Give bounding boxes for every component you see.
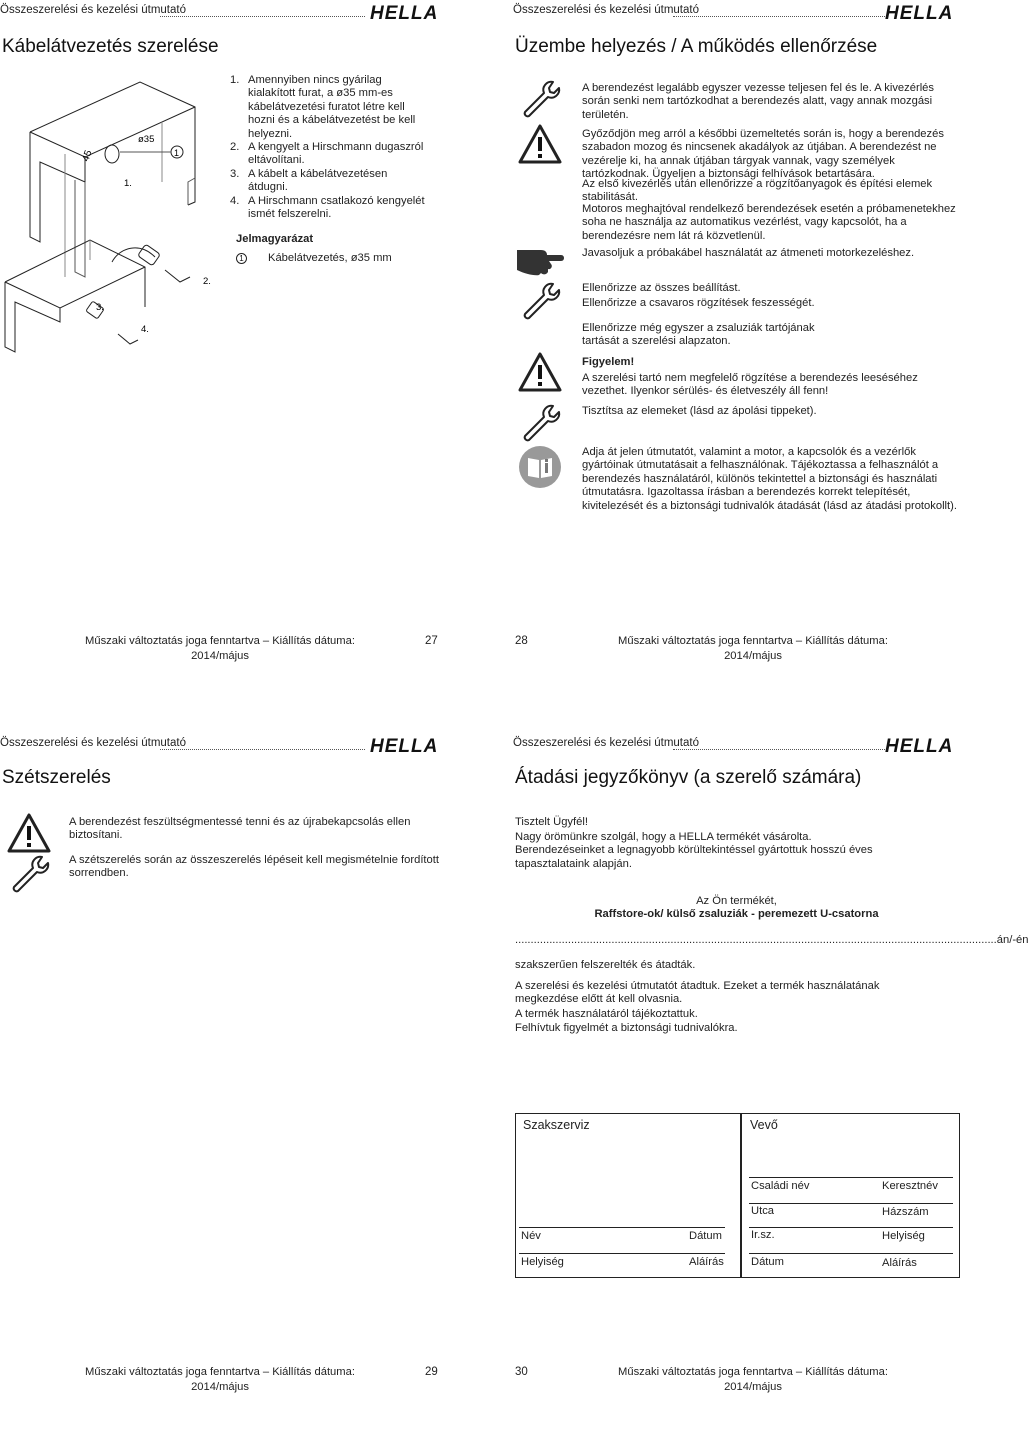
page-28 bbox=[513, 0, 960, 697]
para-disconnect: A berendezést feszültségmentessé tenni és az újrabekapcsolás ellen biztosítani. bbox=[69, 816, 411, 842]
page-footer: Műszaki változtatás joga fenntartva – Kiállítás dátuma: 2014/május bbox=[618, 1366, 888, 1393]
step-item: 1. Amennyiben nincs gyárilag kialakított furat, a ø35 mm-es kábelátvezetési furatot létre kell hozni és a kábelátvezetést be kell helyezni. bbox=[230, 74, 416, 140]
hella-logo: HELLA bbox=[885, 736, 954, 757]
installer-name-line bbox=[519, 1227, 725, 1228]
label-family-name: Családi név bbox=[751, 1180, 810, 1192]
wrench-icon bbox=[6, 851, 52, 897]
installed-text: szakszerűen felszerelték és átadták. bbox=[515, 959, 696, 971]
label-house-number: Házszám bbox=[882, 1206, 929, 1218]
customer-line-2 bbox=[749, 1203, 953, 1204]
step-1-label: 1. bbox=[124, 178, 132, 189]
label-city: Helyiség bbox=[882, 1230, 925, 1242]
header-rule bbox=[673, 749, 885, 750]
page-header bbox=[513, 2, 960, 24]
label-place: Helyiség bbox=[521, 1256, 564, 1268]
page-footer: Műszaki változtatás joga fenntartva – Kiállítás dátuma: 2014/május bbox=[85, 635, 355, 662]
label-date: Dátum bbox=[689, 1230, 722, 1242]
label-street: Utca bbox=[751, 1205, 775, 1217]
installer-title: Szakszerviz bbox=[523, 1118, 590, 1132]
header-title: Összeszerelési és kezelési útmutató bbox=[0, 737, 186, 749]
header-rule bbox=[160, 749, 365, 750]
customer-line-1 bbox=[749, 1177, 953, 1178]
greeting: Tisztelt Ügyfél! bbox=[515, 816, 588, 828]
label-name: Név bbox=[521, 1230, 541, 1242]
angle-label: 45 bbox=[80, 148, 95, 164]
informed-text: A termék használatáról tájékoztattuk. bbox=[515, 1008, 698, 1020]
page-number: 27 bbox=[425, 635, 438, 647]
install-steps bbox=[230, 74, 430, 221]
page-footer: Műszaki változtatás joga fenntartva – Kiállítás dátuma: 2014/május bbox=[618, 635, 888, 662]
para-cleaning: Tisztítsa az elemeket (lásd az ápolási tippeket). bbox=[582, 405, 817, 417]
step-item: 2. A kengyelt a Hirschmann dugaszról eltávolítani. bbox=[230, 141, 424, 167]
warning-text: A szerelési tartó nem megfelelő rögzítése a berendezés leeséséhez vezethet. Ilyenkor sérülés- és életveszély áll fenn! bbox=[582, 372, 918, 398]
label-first-name: Keresztnév bbox=[882, 1180, 938, 1192]
para-free-movement: Győződjön meg arról a későbbi üzemeltetés során is, hogy a berendezés szabadon mozog és nincsenek akadályok az útjában. A berendezést ne vezérelje ki, ha annak útjában tárgyak vannak, vagy személyek tartózkodnak. Ügyeljen a biztonsági felhívások betartására. bbox=[582, 128, 944, 181]
para-reverse-order: A szétszerelés során az összeszerelés lépéseit kell megismételnie fordított sorrendben. bbox=[69, 854, 439, 880]
label-signature: Aláírás bbox=[689, 1256, 724, 1268]
product-line-1: Az Ön termékét, bbox=[696, 895, 777, 907]
para-test-cable: Javasoljuk a próbakábel használatát az átmeneti motorkezeléshez. bbox=[582, 247, 915, 259]
step-3-label: 3. bbox=[96, 302, 104, 313]
legend-number-badge: 1 bbox=[236, 253, 247, 264]
header-rule bbox=[160, 16, 365, 17]
label-date: Dátum bbox=[751, 1256, 784, 1268]
hella-logo: HELLA bbox=[370, 3, 439, 24]
page-title: Kábelátvezetés szerelése bbox=[2, 36, 219, 57]
step-item: 4. A Hirschmann csatlakozó kengyelét ismét felszerelni. bbox=[230, 194, 425, 221]
header-title: Összeszerelési és kezelési útmutató bbox=[513, 737, 699, 749]
page-number: 29 bbox=[425, 1366, 438, 1378]
product-line-2: Raffstore-ok/ külső zsaluziák - peremezett U-csatorna bbox=[594, 908, 879, 920]
cable-duct-illustration bbox=[0, 62, 228, 362]
page-29 bbox=[0, 733, 480, 1430]
header-rule bbox=[673, 16, 885, 17]
wrench-icon bbox=[517, 76, 563, 122]
header-title: Összeszerelési és kezelési útmutató bbox=[513, 4, 699, 16]
page-title: Átadási jegyzőkönyv (a szerelő számára) bbox=[515, 767, 862, 788]
para-check-settings: Ellenőrizze az összes beállítást. bbox=[582, 282, 741, 294]
warning-icon bbox=[517, 350, 563, 396]
hella-logo: HELLA bbox=[370, 736, 439, 757]
warning-title: Figyelem! bbox=[582, 356, 635, 368]
handover-text: A szerelési és kezelési útmutatót átadtuk. Ezeket a termék használatának megkezdése előtt át kell olvasnia. bbox=[515, 980, 880, 1006]
step-4-label: 4. bbox=[141, 324, 149, 335]
page-title: Szétszerelés bbox=[2, 767, 111, 788]
warning-icon bbox=[517, 122, 563, 168]
page-header bbox=[513, 735, 960, 757]
header-title: Összeszerelési és kezelési útmutató bbox=[0, 4, 186, 16]
page-title: Üzembe helyezés / A működés ellenőrzése bbox=[515, 36, 878, 57]
date-fill-line: ...........................................................................................................................................................án/-én bbox=[515, 934, 1029, 946]
info-book-icon bbox=[517, 444, 563, 490]
para-check-screws: Ellenőrizze a csavaros rögzítések feszességét. bbox=[582, 297, 815, 309]
page-footer: Műszaki változtatás joga fenntartva – Kiállítás dátuma: 2014/május bbox=[85, 1366, 355, 1393]
pointing-hand-icon bbox=[515, 234, 567, 280]
step-item: 3. A kábelt a kábelátvezetésen átdugni. bbox=[230, 167, 388, 194]
para-motor-warning: Motoros meghajtóval rendelkező berendezések esetén a próbamenetekhez soha ne használja az automatikus vezérlést, vagy kapcsolót, ha a berendezésre nem lát rá közvetlenül. bbox=[582, 203, 956, 242]
callout-1: 1 bbox=[174, 148, 180, 158]
page-number: 28 bbox=[515, 635, 528, 647]
para-stability: Az első kivezérlés után ellenőrizze a rögzítőanyagok és építési elemek stabilitását. bbox=[582, 178, 933, 204]
para-handover: Adja át jelen útmutatót, valamint a motor, a kapcsolók és a vezérlők gyártóinak útmutatásait a felhasználónak. Tájékoztassa a felhasználót a berendezés használatáról, különös tekintettel a biztonsági és használati útmutatásra. Igazoltassa írásban a berendezés korrekt telepítését, kivitelezését és a biztonsági tudnivalók átadását (lásd az átadási protokollt). bbox=[582, 446, 957, 512]
wrench-icon bbox=[517, 400, 563, 446]
customer-line-3 bbox=[749, 1227, 953, 1228]
page-header bbox=[0, 2, 480, 24]
page-number: 30 bbox=[515, 1366, 528, 1378]
installer-place-line bbox=[519, 1253, 725, 1254]
label-postcode: Ir.sz. bbox=[751, 1229, 775, 1241]
customer-line-4 bbox=[749, 1253, 953, 1254]
intro-text: Nagy örömünkre szolgál, hogy a HELLA termékét vásárolta. Berendezéseinket a legnagyobb körültekintéssel gyártottuk hosszú éves tapasztalataink alapján. bbox=[515, 831, 873, 870]
hella-logo: HELLA bbox=[885, 3, 954, 24]
step-2-label: 2. bbox=[203, 276, 211, 287]
legend-title: Jelmagyarázat bbox=[236, 233, 314, 245]
para-test-run: A berendezést legalább egyszer vezesse teljesen fel és le. A kivezérlés során senki nem tartózkodhat a berendezés alatt, vagy annak mozgási területén. bbox=[582, 82, 934, 121]
diameter-label: ø35 bbox=[138, 134, 155, 145]
page-27 bbox=[0, 0, 480, 697]
legend-text: Kábelátvezetés, ø35 mm bbox=[268, 252, 392, 264]
safety-text: Felhívtuk figyelmét a biztonsági tudnivalókra. bbox=[515, 1022, 738, 1034]
page-30 bbox=[513, 733, 1029, 1430]
para-check-bracket: Ellenőrizze még egyszer a zsaluziák tartójának tartását a szerelési alapzaton. bbox=[582, 322, 815, 348]
customer-title: Vevő bbox=[750, 1118, 778, 1132]
label-signature: Aláírás bbox=[882, 1257, 917, 1269]
wrench-icon bbox=[517, 278, 563, 324]
page-header bbox=[0, 735, 480, 757]
